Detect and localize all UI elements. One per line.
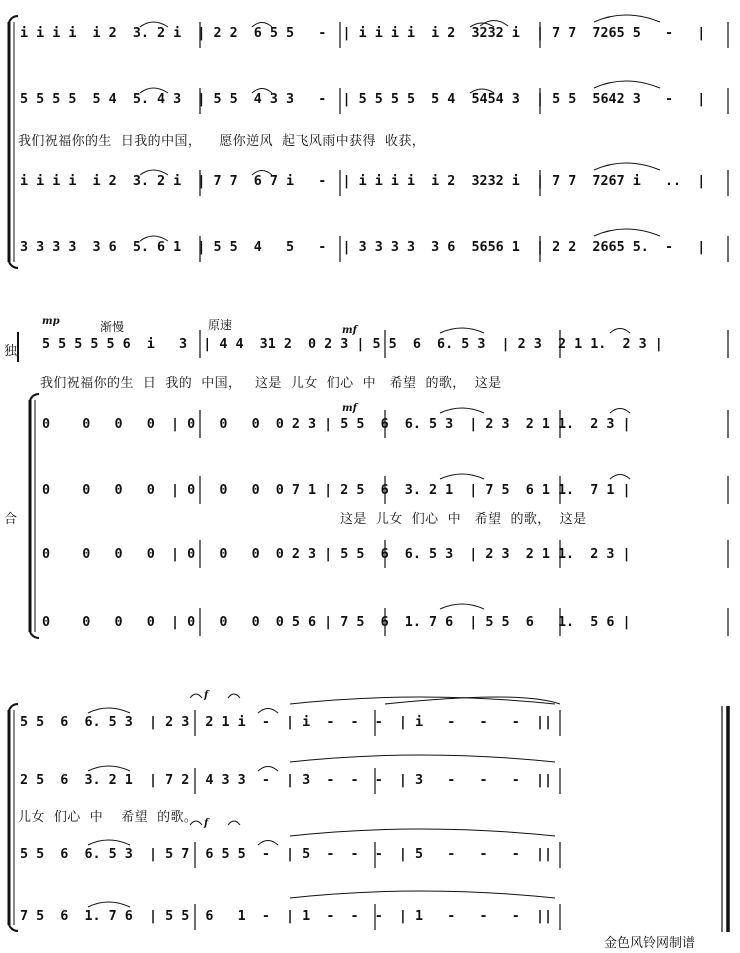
solo-label: 独 [4, 344, 18, 359]
system3-part1-notes: 5 5 6 6. 5 3 | 2 3 2 1 i - | i - - - | i - - - || [20, 715, 553, 730]
dynamic-mf-chorus: mf [342, 403, 357, 414]
final-double-barline [722, 706, 728, 932]
system3-bracket [9, 704, 18, 931]
system2-chorus2-notes: 0 0 0 0 | 0 0 0 0 7 1 | 2 5 6 3. 2 1 | 7 5 6 1 1. 7 1 | [42, 483, 631, 498]
system3-part4-notes: 7 5 6 1. 7 6 | 5 5 6 1 - | 1 - - - | 1 - - - || [20, 909, 553, 924]
system1-bracket [9, 16, 18, 268]
dynamic-mf-solo: mf [342, 325, 357, 336]
system1-part4-notes: 3 3 3 3 3 6 5. 6 1 | 5 5 4 5 - | 3 3 3 3 3 6 5656 1 | 2 2 2665 5. - | [20, 240, 706, 255]
tempo-ritardando: 渐慢 [100, 320, 125, 334]
credit-text: 金色风铃网制谱 [604, 936, 696, 951]
fermata-marks [190, 694, 240, 825]
system2-chorus1-notes: 0 0 0 0 | 0 0 0 0 2 3 | 5 5 6 6. 5 3 | 2 3 2 1 1. 2 3 | [42, 417, 631, 432]
system2-bracket [18, 332, 39, 638]
system1-lyric: 我们祝福你的生 日我的中国， 愿你逆风 起飞风雨中获得 收获， [18, 134, 426, 149]
system3-barlines [195, 710, 560, 930]
system3-lyric: 儿女 们心 中 希望 的歌。 [18, 810, 198, 825]
system2-chorus3-notes: 0 0 0 0 | 0 0 0 0 2 3 | 5 5 6 6. 5 3 | 2 3 2 1 1. 2 3 | [42, 547, 631, 562]
dynamic-f-top: f [204, 690, 209, 701]
system3-part3-notes: 5 5 6 6. 5 3 | 5 7 6 5 5 - | 5 - - - | 5 - - - || [20, 847, 553, 862]
system3-part2-notes: 2 5 6 3. 2 1 | 7 2 4 3 3 - | 3 - - - | 3 - - - || [20, 773, 553, 788]
system2-chorus-lyric: 这是 儿女 们心 中 希望 的歌， 这是 [340, 512, 587, 527]
dynamic-f-bottom: f [204, 818, 209, 829]
chorus-label: 合 [4, 512, 18, 527]
tempo-a-tempo: 原速 [208, 318, 233, 332]
system1-part1-notes: i i i i i 2 3. 2 i | 2 2 6 5 5 - | i i i i i 2 3232 i | 7 7 7265 5 - | [20, 26, 706, 41]
system1-part3-notes: i i i i i 2 3. 2 i | 7 7 6 7 i - | i i i i i 2 3232 i | 7 7 7267 i .. | [20, 174, 706, 189]
system2-solo-lyric: 我们祝福你的生 日 我的 中国， 这是 儿女 们心 中 希望 的歌， 这是 [40, 376, 502, 391]
system2-solo-notes: 5 5 5 5 5 6 i 3 | 4 4 31 2 0 2 3 | 5 5 6 6. 5 3 | 2 3 2 1 1. 2 3 | [42, 337, 663, 352]
system1-part2-notes: 5 5 5 5 5 4 5. 4 3 | 5 5 4 3 3 - | 5 5 5 5 5 4 5454 3 | 5 5 5642 3 - | [20, 92, 706, 107]
dynamic-mp: mp [42, 316, 60, 327]
system2-chorus4-notes: 0 0 0 0 | 0 0 0 0 5 6 | 7 5 6 1. 7 6 | 5 5 6 1. 5 6 | [42, 615, 631, 630]
